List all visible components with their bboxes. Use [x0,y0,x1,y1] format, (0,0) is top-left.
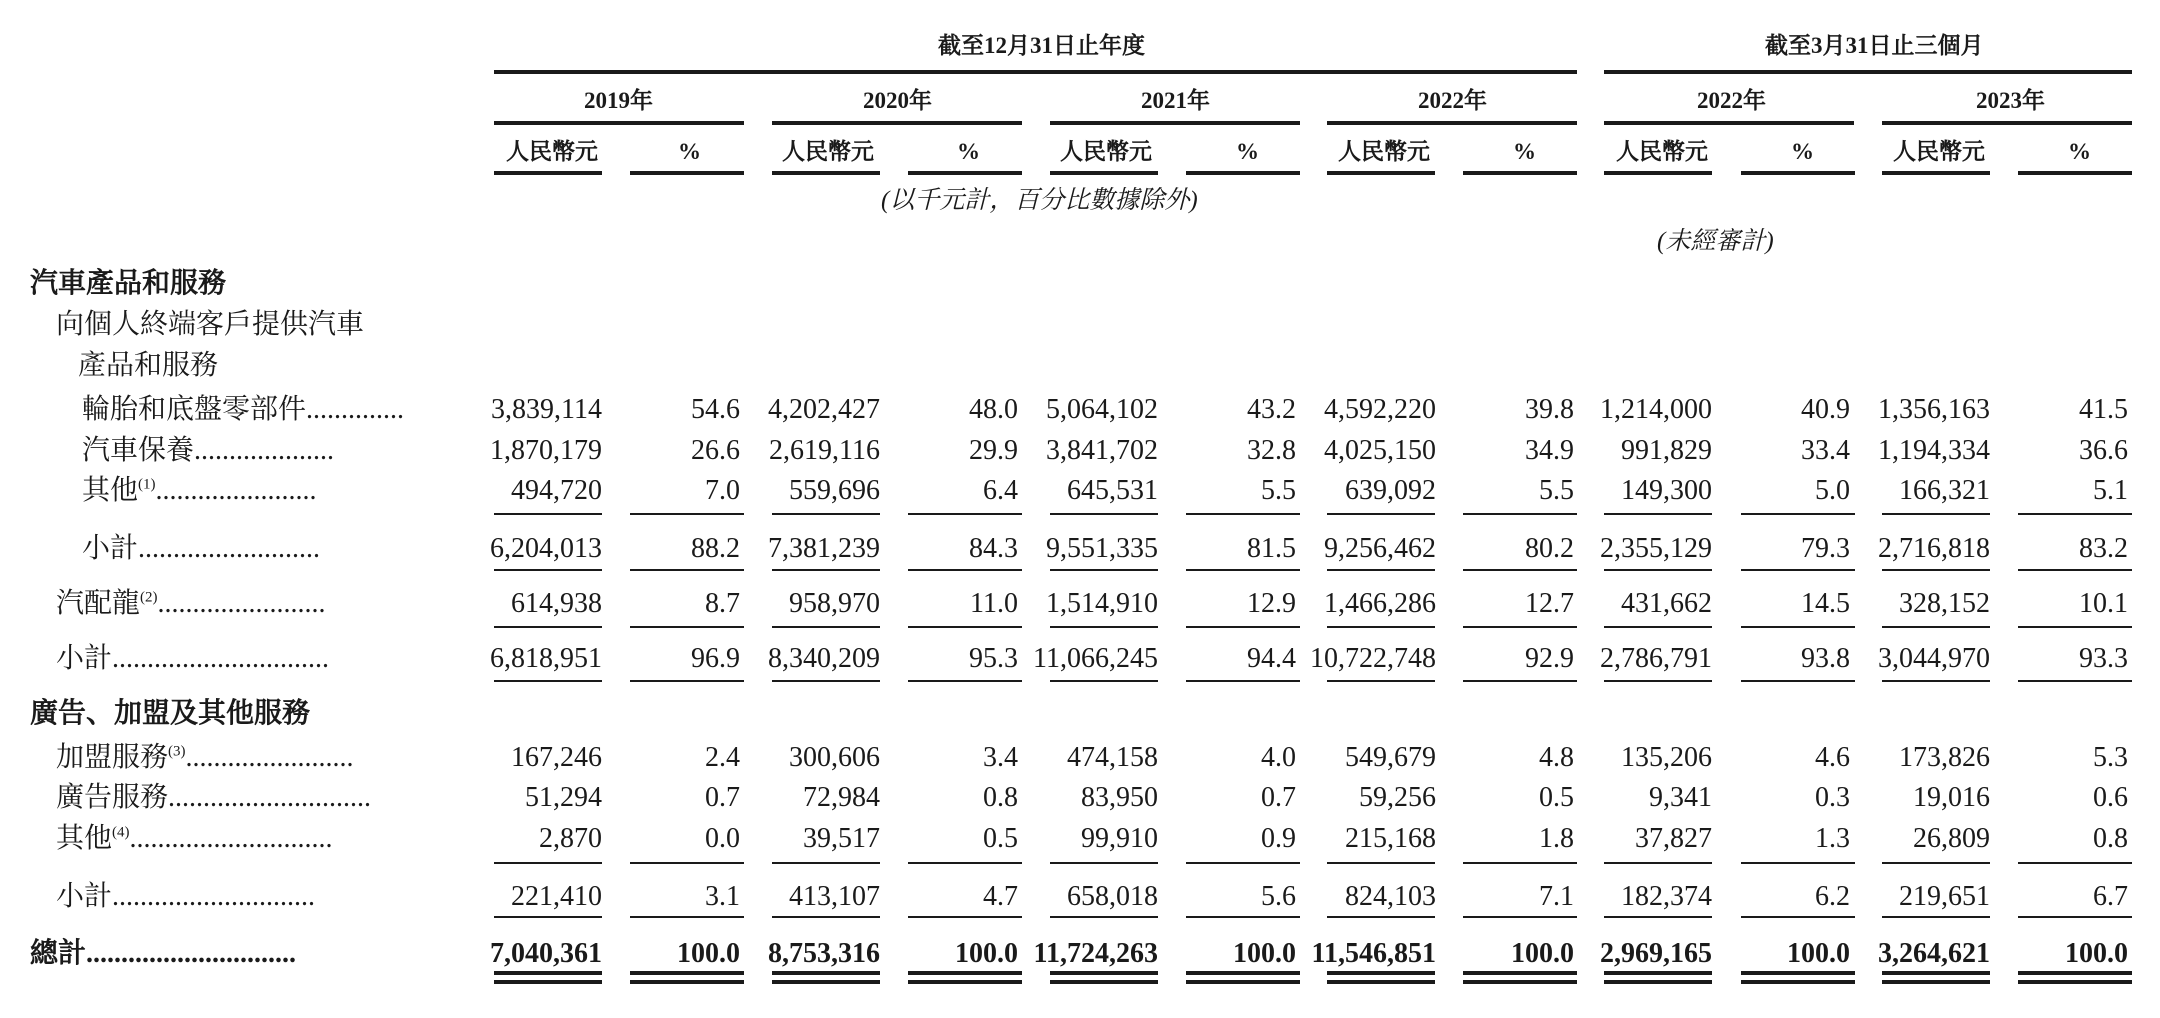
row-label-subtotal-c: 小計............................. [56,881,316,912]
cell-2021-amount: 3,841,702 [1046,435,1158,466]
subtotal-rule [1463,513,1577,515]
subtotal-rule [2018,569,2132,571]
subtotal-rule [1327,626,1435,628]
cell-2020-pct: 6.4 [983,475,1018,506]
subtotal-rule [630,916,744,918]
subtotal-rule [908,626,1022,628]
cell-2019-amount: 6,818,951 [490,643,602,674]
cell-2019-amount: 167,246 [511,742,602,773]
total-double-rule [1741,971,1855,975]
cell-2021-amount: 83,950 [1081,782,1158,813]
subtotal-rule [1741,680,1855,682]
unit-note: (以千元計，百分比數據除外) [881,187,1198,214]
period-2020: 2020年 [863,88,932,113]
cell-2022-amount: 1,466,286 [1324,588,1436,619]
cell-2021-amount: 11,066,245 [1033,643,1158,674]
cell-2022q1-amount: 182,374 [1621,881,1712,912]
total-double-rule [772,980,880,984]
subheader-rule [1050,171,1158,175]
cell-2021-amount: 9,551,335 [1046,533,1158,564]
cell-2021-amount: 5,064,102 [1046,394,1158,425]
cell-2021-amount: 658,018 [1067,881,1158,912]
cell-2019-amount: 614,938 [511,588,602,619]
total-double-rule [1050,971,1158,975]
subtotal-rule [630,626,744,628]
total-double-rule [630,980,744,984]
subheader-rule [772,171,880,175]
subtotal-rule [772,569,880,571]
cell-2022q1-amount: 149,300 [1621,475,1712,506]
cell-2022q1-amount: 135,206 [1621,742,1712,773]
cell-2022-pct: 80.2 [1525,533,1574,564]
cell-2020-amount: 559,696 [789,475,880,506]
cell-2023q1-amount: 26,809 [1913,823,1990,854]
percent-header: % [1236,139,1259,164]
cell-2022-amount: 10,722,748 [1310,643,1436,674]
subtotal-rule [1050,862,1158,864]
cell-2021-amount: 99,910 [1081,823,1158,854]
total-double-rule [1463,971,1577,975]
cell-2019-amount: 6,204,013 [490,533,602,564]
subtotal-rule [494,916,602,918]
cell-2022-amount: 9,256,462 [1324,533,1436,564]
subtotal-rule [1327,916,1435,918]
total-double-rule [494,980,602,984]
cell-2019-pct: 54.6 [691,394,740,425]
subtotal-rule [1327,569,1435,571]
total-double-rule [1604,980,1712,984]
subtotal-rule [908,916,1022,918]
percent-header: % [678,139,701,164]
cell-2021-pct: 5.5 [1261,475,1296,506]
cell-2023q1-amount: 3,044,970 [1878,643,1990,674]
cell-2020-amount: 300,606 [789,742,880,773]
subheader-rule [1882,171,1990,175]
cell-2022-pct: 100.0 [1511,938,1574,969]
cell-2023q1-pct: 6.7 [2093,881,2128,912]
group-header-three-months: 截至3月31日止三個月 [1765,33,1984,58]
cell-2022q1-amount: 2,355,129 [1600,533,1712,564]
cell-2023q1-amount: 3,264,621 [1878,938,1990,969]
period-rule [1050,121,1300,125]
period-2021: 2021年 [1141,88,1210,113]
subtotal-rule [494,569,602,571]
cell-2023q1-pct: 0.6 [2093,782,2128,813]
subtotal-rule [908,862,1022,864]
section-label-advertising: 廣告、加盟及其他服務 [30,698,311,729]
currency-header: 人民幣元 [1338,139,1430,164]
subtotal-rule [630,569,744,571]
subheader-rule [1186,171,1300,175]
total-double-rule [1186,971,1300,975]
subtotal-rule [494,680,602,682]
subtotal-rule [1186,916,1300,918]
cell-2023q1-amount: 1,356,163 [1878,394,1990,425]
cell-2022-pct: 92.9 [1525,643,1574,674]
row-label-subtotal-b: 小計............................... [56,643,330,674]
cell-2023q1-amount: 2,716,818 [1878,533,1990,564]
period-2019: 2019年 [584,88,653,113]
cell-2021-amount: 1,514,910 [1046,588,1158,619]
cell-2020-amount: 39,517 [803,823,880,854]
cell-2022q1-amount: 37,827 [1635,823,1712,854]
subtotal-rule [908,513,1022,515]
subtotal-rule [1604,862,1712,864]
cell-2020-pct: 0.8 [983,782,1018,813]
total-double-rule [1882,980,1990,984]
cell-2022q1-amount: 431,662 [1621,588,1712,619]
cell-2022q1-pct: 79.3 [1801,533,1850,564]
percent-header: % [1513,139,1536,164]
percent-header: % [1791,139,1814,164]
cell-2022-pct: 7.1 [1539,881,1574,912]
cell-2020-amount: 7,381,239 [768,533,880,564]
subtotal-rule [1741,626,1855,628]
total-double-rule [1327,980,1435,984]
cell-2021-amount: 11,724,263 [1033,938,1158,969]
cell-2022q1-pct: 100.0 [1787,938,1850,969]
cell-2022-pct: 39.8 [1525,394,1574,425]
cell-2019-amount: 51,294 [525,782,602,813]
cell-2021-amount: 645,531 [1067,475,1158,506]
cell-2019-pct: 8.7 [705,588,740,619]
cell-2019-pct: 3.1 [705,881,740,912]
subtotal-rule [1604,513,1712,515]
row-label-tires: 輪胎和底盤零部件.............. [82,394,405,425]
subtotal-rule [1050,513,1158,515]
cell-2021-pct: 5.6 [1261,881,1296,912]
subtotal-rule [1741,862,1855,864]
period-2022: 2022年 [1418,88,1487,113]
cell-2020-amount: 8,753,316 [768,938,880,969]
cell-2022-amount: 824,103 [1345,881,1436,912]
subtotal-rule [1604,916,1712,918]
subtotal-rule [494,513,602,515]
subtotal-rule [630,680,744,682]
currency-header: 人民幣元 [1893,139,1985,164]
cell-2023q1-pct: 0.8 [2093,823,2128,854]
row-label-others-4: 其他$^{(4)}$............................. [56,823,333,854]
subtotal-rule [2018,862,2132,864]
cell-2020-pct: 0.5 [983,823,1018,854]
cell-2022-pct: 12.7 [1525,588,1574,619]
row-label-products-services: 產品和服務 [78,350,219,381]
cell-2021-pct: 4.0 [1261,742,1296,773]
section-label-auto-products: 汽車產品和服務 [30,268,227,299]
total-double-rule [494,971,602,975]
cell-2022-pct: 34.9 [1525,435,1574,466]
cell-2023q1-amount: 166,321 [1899,475,1990,506]
cell-2023q1-pct: 41.5 [2079,394,2128,425]
cell-2021-pct: 12.9 [1247,588,1296,619]
cell-2021-pct: 32.8 [1247,435,1296,466]
currency-header: 人民幣元 [506,139,598,164]
subtotal-rule [1463,862,1577,864]
subtotal-rule [772,626,880,628]
subtotal-rule [1882,680,1990,682]
cell-2022-amount: 4,025,150 [1324,435,1436,466]
total-double-rule [908,980,1022,984]
cell-2022-pct: 4.8 [1539,742,1574,773]
subtotal-rule [1050,916,1158,918]
subheader-rule [1327,171,1435,175]
cell-2021-amount: 474,158 [1067,742,1158,773]
subtotal-rule [1186,513,1300,515]
total-double-rule [1882,971,1990,975]
cell-2020-amount: 72,984 [803,782,880,813]
cell-2019-pct: 100.0 [677,938,740,969]
subtotal-rule [1186,862,1300,864]
subtotal-rule [1463,916,1577,918]
cell-2022q1-pct: 1.3 [1815,823,1850,854]
cell-2021-pct: 100.0 [1233,938,1296,969]
subheader-rule [1604,171,1712,175]
cell-2021-pct: 0.7 [1261,782,1296,813]
unaudited-note: (未經審計) [1657,228,1774,255]
total-double-rule [2018,980,2132,984]
cell-2020-pct: 95.3 [969,643,1018,674]
cell-2019-amount: 2,870 [539,823,602,854]
cell-2023q1-pct: 5.1 [2093,475,2128,506]
subheader-rule [908,171,1022,175]
subtotal-rule [494,626,602,628]
cell-2023q1-pct: 10.1 [2079,588,2128,619]
cell-2020-pct: 100.0 [955,938,1018,969]
subtotal-rule [772,916,880,918]
subtotal-rule [630,862,744,864]
subtotal-rule [1882,626,1990,628]
subtotal-rule [2018,916,2132,918]
cell-2022q1-pct: 40.9 [1801,394,1850,425]
subtotal-rule [1604,569,1712,571]
cell-2020-amount: 413,107 [789,881,880,912]
subtotal-rule [630,513,744,515]
cell-2020-pct: 11.0 [970,588,1018,619]
subheader-rule [494,171,602,175]
subtotal-rule [1186,569,1300,571]
cell-2020-pct: 4.7 [983,881,1018,912]
total-double-rule [1463,980,1577,984]
total-double-rule [908,971,1022,975]
period-2023-q1: 2023年 [1976,88,2045,113]
row-label-individual-customers: 向個人終端客戶提供汽車 [56,309,365,340]
cell-2022-amount: 549,679 [1345,742,1436,773]
total-double-rule [1604,971,1712,975]
total-double-rule [2018,971,2132,975]
cell-2019-pct: 0.0 [705,823,740,854]
cell-2022q1-pct: 93.8 [1801,643,1850,674]
cell-2023q1-pct: 83.2 [2079,533,2128,564]
cell-2022-amount: 11,546,851 [1311,938,1436,969]
subtotal-rule [1327,513,1435,515]
cell-2020-pct: 84.3 [969,533,1018,564]
cell-2019-pct: 7.0 [705,475,740,506]
cell-2022q1-amount: 9,341 [1649,782,1712,813]
cell-2020-amount: 958,970 [789,588,880,619]
cell-2019-amount: 494,720 [511,475,602,506]
subheader-rule [630,171,744,175]
subtotal-rule [1741,569,1855,571]
cell-2022q1-amount: 991,829 [1621,435,1712,466]
cell-2022-pct: 0.5 [1539,782,1574,813]
subtotal-rule [1604,626,1712,628]
cell-2023q1-amount: 19,016 [1913,782,1990,813]
subtotal-rule [772,513,880,515]
cell-2022q1-pct: 4.6 [1815,742,1850,773]
cell-2020-pct: 3.4 [983,742,1018,773]
cell-2019-pct: 96.9 [691,643,740,674]
cell-2019-pct: 26.6 [691,435,740,466]
cell-2021-pct: 43.2 [1247,394,1296,425]
subtotal-rule [1463,569,1577,571]
currency-header: 人民幣元 [1060,139,1152,164]
subtotal-rule [908,680,1022,682]
cell-2023q1-pct: 5.3 [2093,742,2128,773]
cell-2022q1-pct: 6.2 [1815,881,1850,912]
subtotal-rule [1327,862,1435,864]
cell-2021-pct: 81.5 [1247,533,1296,564]
row-label-advertising: 廣告服務............................. [56,782,372,813]
subtotal-rule [1050,680,1158,682]
cell-2022q1-pct: 0.3 [1815,782,1850,813]
cell-2020-amount: 2,619,116 [769,435,880,466]
subtotal-rule [1882,916,1990,918]
cell-2020-amount: 4,202,427 [768,394,880,425]
subtotal-rule [1741,513,1855,515]
group-rule-quarter [1604,70,2132,74]
cell-2019-amount: 3,839,114 [491,394,602,425]
percent-header: % [957,139,980,164]
cell-2023q1-amount: 328,152 [1899,588,1990,619]
cell-2023q1-amount: 219,651 [1899,881,1990,912]
row-label-others-1: 其他$^{(1)}$....................... [82,475,317,506]
subtotal-rule [1186,626,1300,628]
subtotal-rule [1186,680,1300,682]
cell-2020-amount: 8,340,209 [768,643,880,674]
cell-2022q1-pct: 5.0 [1815,475,1850,506]
subtotal-rule [494,862,602,864]
cell-2019-pct: 88.2 [691,533,740,564]
cell-2019-amount: 221,410 [511,881,602,912]
period-rule [1604,121,1854,125]
cell-2022q1-amount: 2,786,791 [1600,643,1712,674]
subheader-rule [1463,171,1577,175]
subtotal-rule [2018,626,2132,628]
subtotal-rule [1604,680,1712,682]
subtotal-rule [772,862,880,864]
cell-2022-amount: 59,256 [1359,782,1436,813]
cell-2023q1-pct: 93.3 [2079,643,2128,674]
total-double-rule [1741,980,1855,984]
subtotal-rule [772,680,880,682]
subtotal-rule [1463,680,1577,682]
total-double-rule [772,971,880,975]
cell-2023q1-amount: 173,826 [1899,742,1990,773]
row-label-qipeilong: 汽配龍$^{(2)}$........................ [56,588,326,619]
period-rule [494,121,744,125]
currency-header: 人民幣元 [782,139,874,164]
cell-2022-amount: 4,592,220 [1324,394,1436,425]
period-rule [1882,121,2132,125]
cell-2022-pct: 5.5 [1539,475,1574,506]
cell-2023q1-pct: 36.6 [2079,435,2128,466]
total-double-rule [1186,980,1300,984]
row-label-maintenance: 汽車保養.................... [82,435,335,466]
period-2022-q1: 2022年 [1697,88,1766,113]
cell-2022-amount: 215,168 [1345,823,1436,854]
total-double-rule [1327,971,1435,975]
subtotal-rule [1882,569,1990,571]
subtotal-rule [2018,680,2132,682]
row-label-subtotal-a: 小計.......................... [82,533,321,564]
total-double-rule [630,971,744,975]
subtotal-rule [1463,626,1577,628]
period-rule [772,121,1022,125]
cell-2022q1-amount: 1,214,000 [1600,394,1712,425]
cell-2019-amount: 7,040,361 [490,938,602,969]
group-header-year-ended: 截至12月31日止年度 [938,33,1145,58]
group-rule-year [494,70,1577,74]
cell-2022q1-amount: 2,969,165 [1600,938,1712,969]
subheader-rule [1741,171,1855,175]
cell-2019-pct: 2.4 [705,742,740,773]
subheader-rule [2018,171,2132,175]
subtotal-rule [908,569,1022,571]
period-rule [1327,121,1577,125]
subtotal-rule [2018,513,2132,515]
row-label-total: 總計.............................. [30,938,297,969]
cell-2022-amount: 639,092 [1345,475,1436,506]
currency-header: 人民幣元 [1616,139,1708,164]
subtotal-rule [1327,680,1435,682]
cell-2022q1-pct: 14.5 [1801,588,1850,619]
subtotal-rule [1050,626,1158,628]
subtotal-rule [1882,862,1990,864]
subtotal-rule [1050,569,1158,571]
total-double-rule [1050,980,1158,984]
subtotal-rule [1741,916,1855,918]
cell-2019-pct: 0.7 [705,782,740,813]
cell-2023q1-amount: 1,194,334 [1878,435,1990,466]
cell-2021-pct: 94.4 [1247,643,1296,674]
cell-2023q1-pct: 100.0 [2065,938,2128,969]
cell-2020-pct: 29.9 [969,435,1018,466]
cell-2022-pct: 1.8 [1539,823,1574,854]
cell-2021-pct: 0.9 [1261,823,1296,854]
subtotal-rule [1882,513,1990,515]
cell-2020-pct: 48.0 [969,394,1018,425]
cell-2022q1-pct: 33.4 [1801,435,1850,466]
percent-header: % [2068,139,2091,164]
row-label-franchise: 加盟服務$^{(3)}$........................ [56,742,354,773]
cell-2019-amount: 1,870,179 [490,435,602,466]
